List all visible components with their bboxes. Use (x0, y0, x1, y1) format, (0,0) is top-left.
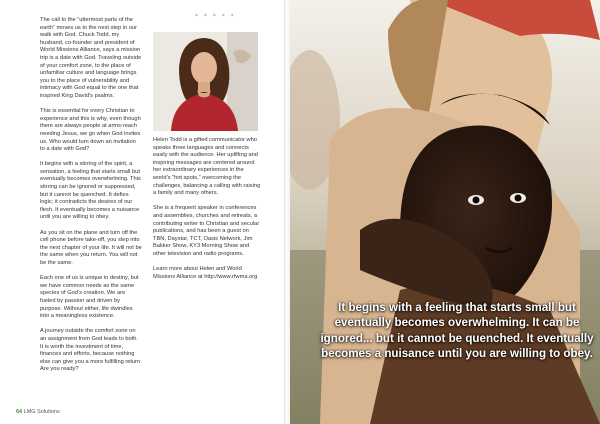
page-footer (16, 409, 60, 415)
page-number: 64 (16, 409, 23, 415)
paragraph: Learn more about Helen and World Missions Alliance at http://www.rfwma.org. (153, 266, 259, 280)
author-portrait-illustration (153, 32, 258, 131)
pull-quote: It begins with a feeling that starts small but eventually becomes overwhelming. It can be ignored... but it cannot be quenched. It eventually becomes a nuisance until you are willing to obey. (320, 301, 594, 361)
ornament-divider: * * * * * (195, 13, 236, 20)
paragraph: She is a frequent speaker in conferences and assemblies, churches and retreats, a contributing writer to Christian and secular publications, and has been a guest on TBN, Daystar, TCT, Oasis Network, Jim Bakker Show, KY3 Morning Show and other television and radio programs. (153, 205, 260, 257)
paragraph: As you sit on the plane and turn off the cell phone before take-off, you step into the next chapter of your life. It will not be the same when you return. You will not be the same. (40, 229, 142, 266)
paragraph: Each one of us is unique in destiny, but we have common needs as the same species of God’s creation. We are fueled by passion and driven by purpose. Without either, life dwindles into a meaningless existence. (40, 275, 139, 320)
paragraph: It begins with a stirring of the spirit, a sensation, a feeling that starts small but eventually becomes overwhelming. This stirring can be ignored or suppressed, but it cannot be quenched. It defies logic; it contradicts the desires of our flesh. It eventually becomes a nuisance until you are willing to obey. (40, 161, 141, 221)
article-column-left (40, 17, 142, 382)
paragraph: Helen Todd is a gifted communicator who speaks three languages and connects easily with the audience. Her uplifting and inspiring messages are centered around her extraordinary experiences in the world’s “hot spots,” overcoming the challenges, balancing a calling with raising a family and many others. (153, 137, 261, 197)
publication-name: LMG Solutions (23, 409, 60, 415)
author-bio-column (153, 137, 261, 289)
paragraph: The call to the “uttermost parts of the earth” moves us to the next step in our walk with God. Chuck Todd, my husband, co-founder and president of World Missions Alliance, says a mission trip is a date with God. Traveling outside of your comfort zone, to the place of unfamiliar culture and language brings you to the place of vulnerability and intimacy with God equal to the one that inspired King David’s psalms. (40, 17, 142, 99)
paragraph: This is essential for every Christian to experience and this is why, even though there are always people at arms-reach needing Jesus, we go when God invites us. Who would turn down an invitation to a date with God? (40, 108, 141, 153)
paragraph: A journey outside the comfort zone on an assignment from God leads to both. It is worth the investment of time, finances and efforts, because nothing else can give you a more fulfilling return. Are you ready? (40, 328, 142, 373)
author-portrait (153, 32, 258, 131)
left-page (0, 0, 284, 424)
